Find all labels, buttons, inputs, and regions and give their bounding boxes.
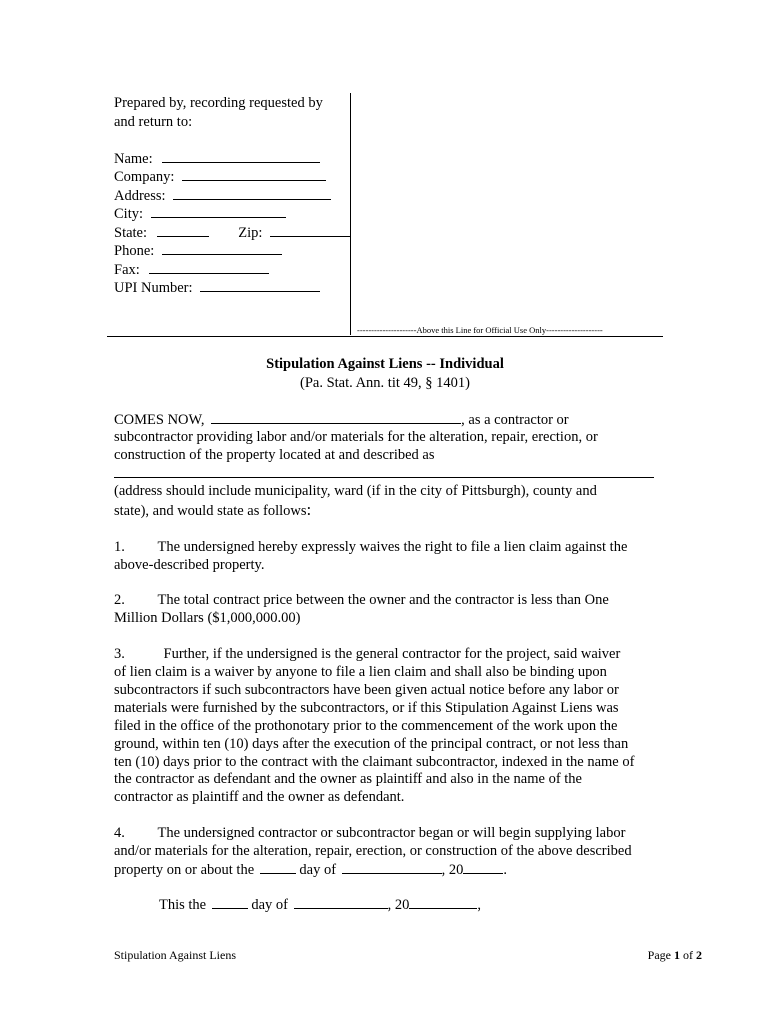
prepared-by-line2: and return to: (114, 114, 193, 130)
paragraph-2-text: The total contract price between the owner and the contractor is less than One (157, 592, 609, 608)
comes-now-label: COMES NOW, (114, 412, 205, 428)
document-title: Stipulation Against Liens -- Individual (266, 356, 504, 372)
intro-line-3: construction of the property located at and described as (114, 447, 435, 463)
this-the-label: This the (159, 897, 207, 913)
city-label: City: (114, 206, 144, 222)
paragraph-3-line: subcontractors if such subcontractors have been given actual notice before any labor or (114, 682, 619, 698)
paragraph-3-line: filed in the office of the prothonotary prior to the commencement of the work upon the (114, 718, 618, 734)
property-address-field[interactable] (114, 463, 654, 478)
p4-period: . (503, 862, 508, 878)
p4-month-field[interactable] (342, 860, 442, 874)
comes-now-line (114, 410, 569, 430)
paragraph-1-text: The undersigned hereby expressly waives the right to file a lien claim against the (157, 539, 628, 555)
name-row (114, 149, 320, 169)
exec-comma: , (477, 897, 482, 913)
p4-year-prefix: , 20 (441, 862, 464, 878)
page-total: 2 (696, 948, 702, 962)
address-label: Address: (114, 188, 166, 204)
footer-document-name: Stipulation Against Liens (114, 948, 236, 962)
company-field[interactable] (182, 167, 326, 181)
paragraph-3-line: ten (10) days prior to the contract with the claimant subcontractor, indexed in the name of (114, 754, 635, 770)
paragraph-3-line: ground, within ten (10) days after the execution of the principal contract, or not less than (114, 736, 629, 752)
paragraph-1-number: 1. (114, 539, 125, 555)
paragraph-3-line: of lien claim is a waiver by anyone to file a lien claim and shall also be binding upon (114, 664, 607, 680)
paragraph-2-line1 (114, 591, 609, 610)
exec-day-of: day of (251, 897, 289, 913)
paragraph-3-line: materials were furnished by the subcontractors, or if this Stipulation Against Liens was (114, 700, 619, 716)
exec-month-field[interactable] (294, 895, 388, 909)
address-note-line2 (114, 501, 311, 521)
paragraph-3-line: contractor as plaintiff and the owner as defendant. (114, 789, 405, 805)
upi-row (114, 278, 320, 298)
header-horizontal-divider (107, 336, 663, 337)
exec-day-field[interactable] (212, 895, 248, 909)
state-label: State: (114, 225, 148, 241)
phone-row (114, 241, 282, 261)
paragraph-2-number: 2. (114, 592, 125, 608)
city-row (114, 204, 286, 224)
paragraph-4-line3 (114, 860, 507, 880)
city-field[interactable] (151, 204, 286, 218)
state-zip-row (114, 223, 350, 243)
p4-day-of: day of (299, 862, 337, 878)
paragraph-3-text: Further, if the undersigned is the general contractor for the project, said waiver (163, 646, 621, 662)
address-row (114, 186, 331, 206)
address-note-text: state), and would state as follows (114, 503, 307, 519)
comes-now-tail: , as a contractor or (461, 412, 569, 428)
fax-field[interactable] (149, 260, 269, 274)
name-field[interactable] (162, 149, 320, 163)
page-current: 1 (674, 948, 680, 962)
fax-label: Fax: (114, 262, 140, 278)
phone-label: Phone: (114, 243, 155, 259)
p4-year-field[interactable] (463, 860, 503, 874)
execution-date-line (159, 895, 481, 915)
intro-line-2: subcontractor providing labor and/or materials for the alteration, repair, erection, or (114, 429, 598, 445)
exec-year-field[interactable] (409, 895, 477, 909)
company-row (114, 167, 326, 187)
company-label: Company: (114, 169, 175, 185)
zip-field[interactable] (270, 223, 350, 237)
official-use-note: ---------------------Above this Line for Official Use Only-------------------- (357, 325, 603, 335)
page-of: of (683, 948, 693, 962)
paragraph-3-line: the contractor as defendant and the owner as plaintiff and also in the name of the (114, 771, 582, 787)
footer-page-number (648, 948, 702, 963)
paragraph-1-line1 (114, 538, 627, 557)
page-prefix: Page (647, 948, 671, 962)
paragraph-4-line1 (114, 824, 625, 843)
prepared-by-line1: Prepared by, recording requested by (114, 95, 323, 111)
paragraph-4-line2: and/or materials for the alteration, repair, erection, or construction of the above described (114, 843, 632, 859)
paragraph-4-number: 4. (114, 825, 125, 841)
address-field[interactable] (173, 186, 331, 200)
name-label: Name: (114, 151, 153, 167)
paragraph-4-text: The undersigned contractor or subcontractor began or will begin supplying labor (157, 825, 626, 841)
upi-field[interactable] (200, 278, 320, 292)
paragraph-2-line2: Million Dollars ($1,000,000.00) (114, 610, 301, 626)
exec-year-prefix: , 20 (387, 897, 410, 913)
state-field[interactable] (157, 223, 209, 237)
header-vertical-divider (350, 93, 351, 335)
contractor-name-field[interactable] (211, 410, 461, 424)
phone-field[interactable] (162, 241, 282, 255)
p4-on-or-about: property on or about the (114, 862, 255, 878)
upi-label: UPI Number: (114, 280, 193, 296)
fax-row (114, 260, 269, 280)
address-note-colon: : (306, 500, 312, 519)
zip-label: Zip: (238, 225, 263, 241)
paragraph-1-line2: above-described property. (114, 557, 265, 573)
address-note-line1: (address should include municipality, ward (if in the city of Pittsburgh), county and (114, 483, 597, 499)
paragraph-3-number: 3. (114, 646, 125, 662)
paragraph-3-line1 (114, 645, 620, 664)
p4-day-field[interactable] (260, 860, 296, 874)
statute-citation: (Pa. Stat. Ann. tit 49, § 1401) (300, 375, 470, 391)
